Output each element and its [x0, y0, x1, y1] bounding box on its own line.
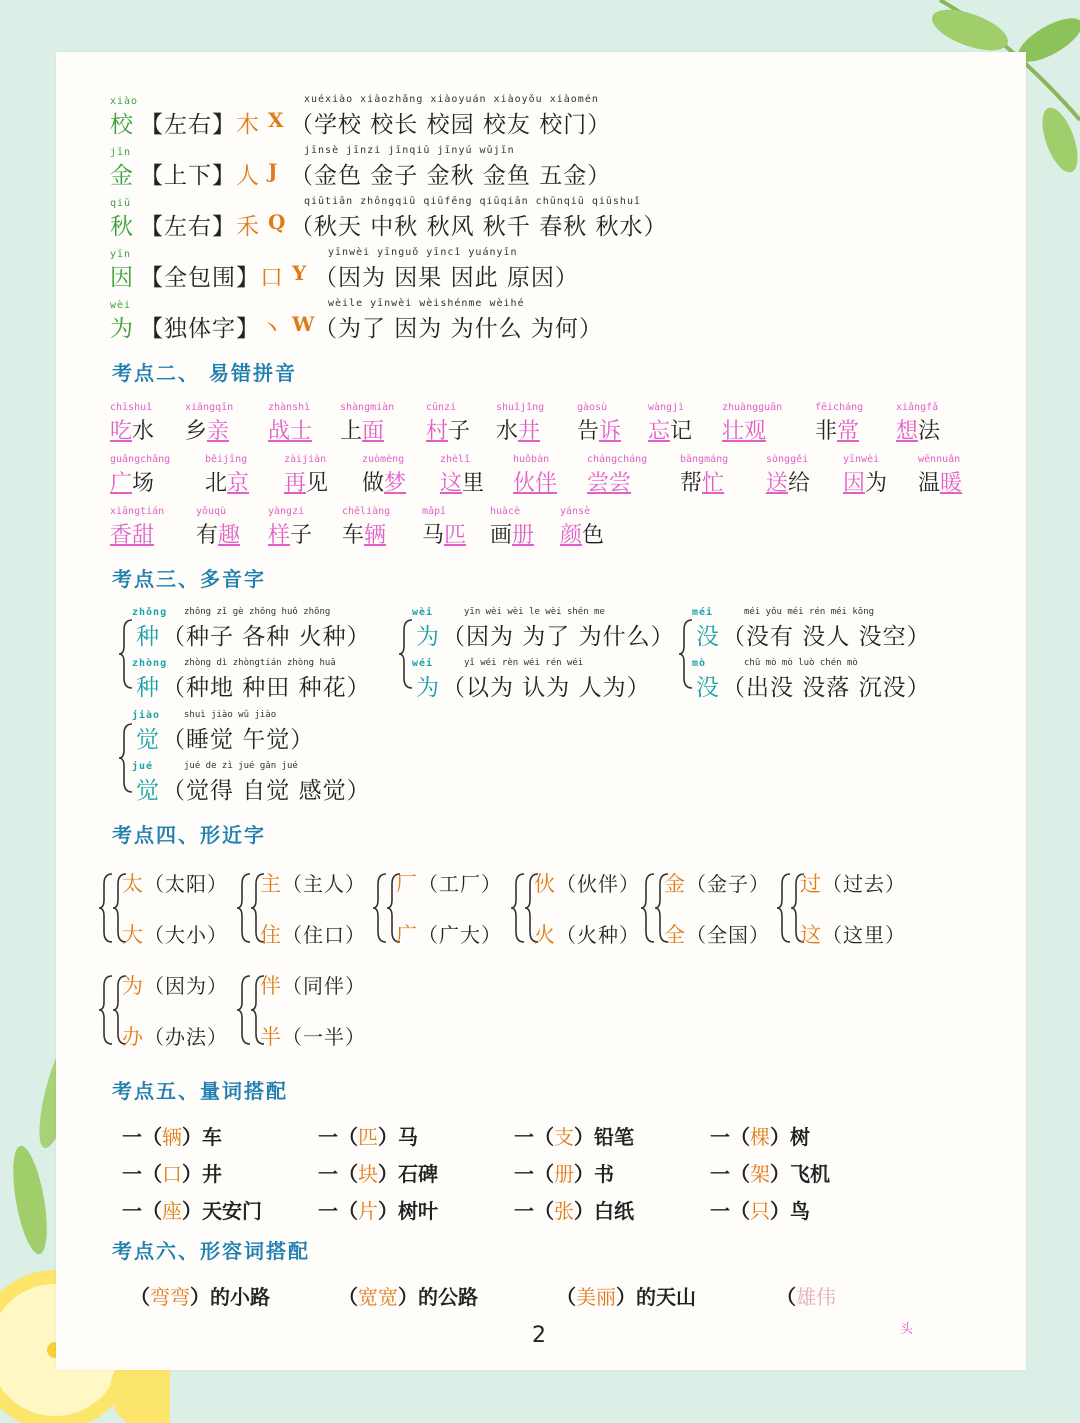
poly-pinyin: méi	[692, 607, 714, 618]
similar-char: 这	[800, 923, 822, 947]
noun: ）鸟	[770, 1199, 810, 1223]
brace-icon	[678, 618, 694, 690]
poly-words: （没有 没人 没空）	[722, 624, 931, 650]
similar-char: 大	[122, 923, 144, 947]
similar-char: 全	[664, 923, 686, 947]
word-pinyin: shàngmiàn	[340, 402, 395, 413]
letter-label: Y	[292, 261, 308, 285]
adjective-answer: 美丽	[576, 1285, 616, 1309]
letter-label: W	[292, 312, 316, 336]
section-heading-5: 考点五、量词搭配	[112, 1079, 288, 1103]
noun: ）马	[378, 1125, 418, 1149]
poly-char: 觉	[136, 727, 160, 753]
similar-char: 金	[664, 872, 686, 896]
adjective-item	[556, 1281, 696, 1310]
char: 马	[422, 523, 445, 548]
words-pinyin: jīnsè jīnzi jīnqiū jīnyú wǔjīn	[304, 145, 515, 156]
measure-answer: 座	[162, 1199, 182, 1223]
main-character: 秋	[110, 214, 134, 240]
char: 京	[227, 471, 250, 496]
measure-word-item	[710, 1121, 810, 1150]
similar-word: （伙伴）	[556, 872, 640, 896]
measure-word-item	[122, 1158, 222, 1187]
measure-answer: 块	[358, 1162, 378, 1186]
radical-label: 禾	[236, 214, 260, 240]
adjective-item	[338, 1281, 478, 1310]
char: 场	[132, 471, 155, 496]
char: 想	[896, 419, 919, 444]
word-pinyin: huàcè	[490, 506, 521, 517]
measure-word-item	[710, 1195, 810, 1224]
poly-words-pinyin: jué de zì jué gǎn jué	[184, 761, 298, 771]
similar-word: （因为）	[144, 974, 228, 998]
poly-words: （觉得 自觉 感觉）	[162, 778, 371, 804]
word-list: （学校 校长 校园 校友 校门）	[290, 112, 612, 138]
char: 北	[205, 471, 228, 496]
poly-char: 没	[696, 675, 720, 701]
similar-word: （主人）	[282, 872, 366, 896]
similar-word: （住口）	[282, 923, 366, 947]
char: 告	[577, 419, 600, 444]
similar-char: 广	[396, 923, 418, 947]
phrase: ）的公路	[398, 1285, 478, 1309]
similar-word: （一半）	[282, 1025, 366, 1049]
word-pinyin: gàosù	[577, 402, 608, 413]
char: 有	[196, 523, 219, 548]
words-pinyin: xuéxiào xiàozhǎng xiàoyuán xiàoyǒu xiàomén	[304, 94, 599, 105]
measure-answer: 片	[358, 1199, 378, 1223]
word-pinyin: zhuàngguān	[722, 402, 783, 413]
paren: （	[556, 1285, 576, 1309]
word-chars	[185, 414, 229, 445]
char: 水	[496, 419, 519, 444]
char: 为	[865, 471, 888, 496]
word-pinyin: cūnzi	[426, 402, 457, 413]
char: 伴	[535, 471, 558, 496]
char: 这	[440, 471, 463, 496]
measure-word-item	[710, 1158, 830, 1187]
measure-word-item	[318, 1121, 418, 1150]
word-list: （因为 因果 因此 原因）	[314, 265, 579, 291]
word-chars	[342, 518, 386, 549]
char-pinyin: qiū	[110, 198, 132, 209]
measure-answer: 只	[750, 1199, 770, 1223]
char: 乡	[185, 419, 208, 444]
char: 井	[518, 419, 541, 444]
measure-answer: 张	[554, 1199, 574, 1223]
word-pinyin: sònggěi	[766, 454, 809, 465]
word-chars	[722, 414, 766, 445]
word-pinyin: zàijiàn	[284, 454, 327, 465]
word-chars	[426, 414, 470, 445]
word-pinyin: chīshuǐ	[110, 402, 153, 413]
measure-answer: 口	[162, 1162, 182, 1186]
word-pinyin: yīnwèi	[843, 454, 880, 465]
phrase: ）的小路	[190, 1285, 270, 1309]
section-heading-2: 考点二、 易错拼音	[112, 361, 297, 385]
structure-label: 【全包围】	[140, 265, 260, 291]
paren: （	[338, 1285, 358, 1309]
similar-char: 半	[260, 1025, 282, 1049]
section-heading-6: 考点六、形容词搭配	[112, 1239, 310, 1263]
word-pinyin: fēicháng	[815, 402, 864, 413]
char: 诉	[599, 419, 622, 444]
char: 子	[448, 419, 471, 444]
poly-pinyin: wéi	[412, 658, 434, 669]
brace-icon	[398, 618, 414, 690]
similar-char: 主	[260, 872, 282, 896]
char: 观	[744, 419, 767, 444]
word-chars	[560, 518, 604, 549]
word-list: （秋天 中秋 秋风 秋千 春秋 秋水）	[290, 214, 668, 240]
word-chars	[918, 466, 962, 497]
measure-word-item	[514, 1121, 634, 1150]
poly-pinyin: wèi	[412, 607, 434, 618]
structure-label: 【左右】	[140, 112, 236, 138]
char: 非	[815, 419, 838, 444]
poly-words-pinyin: yīn wèi wèi le wèi shén me	[464, 607, 605, 617]
section-heading-3: 考点三、多音字	[112, 567, 266, 591]
noun: ）书	[574, 1162, 614, 1186]
char: 因	[843, 471, 866, 496]
poly-words-pinyin: méi yǒu méi rén méi kōng	[744, 607, 875, 617]
word-chars	[577, 414, 621, 445]
char: 忙	[702, 471, 725, 496]
char: 水	[132, 419, 155, 444]
char: 香	[110, 523, 133, 548]
noun: ）天安门	[182, 1199, 262, 1223]
poly-char: 为	[416, 675, 440, 701]
prefix: 一（	[122, 1199, 162, 1223]
word-chars	[490, 518, 534, 549]
radical-label: 木	[236, 112, 260, 138]
similar-char: 伙	[534, 872, 556, 896]
word-chars	[815, 414, 859, 445]
poly-words-pinyin: chū mò mò luò chén mò	[744, 658, 858, 668]
char: 村	[426, 419, 449, 444]
word-chars	[110, 414, 154, 445]
word-pinyin: wēnnuǎn	[918, 454, 961, 465]
word-chars	[513, 466, 557, 497]
char: 伙	[513, 471, 536, 496]
char: 忘	[648, 419, 671, 444]
char: 暖	[940, 471, 963, 496]
char: 色	[582, 523, 605, 548]
char-pinyin: yīn	[110, 249, 132, 260]
char: 样	[268, 523, 291, 548]
page-number: 2	[532, 1323, 546, 1348]
structure-label: 【独体字】	[140, 316, 260, 342]
structure-label: 【左右】	[140, 214, 236, 240]
word-chars	[110, 466, 154, 497]
similar-word: （火种）	[556, 923, 640, 947]
word-chars	[268, 414, 312, 445]
word-pinyin: xiāngtián	[110, 506, 165, 517]
word-chars	[362, 466, 406, 497]
char: 法	[918, 419, 941, 444]
measure-word-item	[318, 1195, 438, 1224]
main-character: 因	[110, 265, 134, 291]
poly-words: （因为 为了 为什么）	[442, 624, 675, 650]
char-pinyin: jīn	[110, 147, 132, 158]
main-character: 金	[110, 163, 134, 189]
measure-answer: 辆	[162, 1125, 182, 1149]
similar-char: 办	[122, 1025, 144, 1049]
words-pinyin: wèile yīnwèi wèishénme wèihé	[328, 298, 525, 309]
adjective-item	[776, 1281, 836, 1310]
adjective-item	[130, 1281, 270, 1310]
word-pinyin: běijīng	[205, 454, 248, 465]
similar-word: （这里）	[822, 923, 906, 947]
similar-char: 厂	[396, 872, 418, 896]
prefix: 一（	[122, 1125, 162, 1149]
word-pinyin: shuǐjǐng	[496, 402, 545, 413]
word-chars	[110, 518, 154, 549]
poly-pinyin: mò	[692, 658, 707, 669]
word-chars	[766, 466, 810, 497]
word-list: （金色 金子 金秋 金鱼 五金）	[290, 163, 612, 189]
words-pinyin: yīnwèi yīnguǒ yīncǐ yuányīn	[328, 247, 518, 258]
poly-char: 没	[696, 624, 720, 650]
prefix: 一（	[318, 1162, 358, 1186]
word-chars	[896, 414, 940, 445]
similar-word: （金子）	[686, 872, 770, 896]
word-pinyin: yǒuqù	[196, 506, 227, 517]
poly-pinyin: jiào	[132, 710, 161, 721]
word-chars	[196, 518, 240, 549]
word-chars	[843, 466, 887, 497]
char: 颜	[560, 523, 583, 548]
letter-label: X	[268, 108, 285, 132]
char: 吃	[110, 419, 133, 444]
main-character: 为	[110, 316, 134, 342]
word-chars	[648, 414, 692, 445]
noun: ）车	[182, 1125, 222, 1149]
measure-answer: 架	[750, 1162, 770, 1186]
structure-label: 【上下】	[140, 163, 236, 189]
measure-answer: 匹	[358, 1125, 378, 1149]
phrase: ）的天山	[616, 1285, 696, 1309]
word-chars	[587, 466, 631, 497]
poly-char: 种	[136, 624, 160, 650]
word-pinyin: bāngmáng	[680, 454, 729, 465]
word-chars	[680, 466, 724, 497]
prefix: 一（	[710, 1125, 750, 1149]
prefix: 一（	[122, 1162, 162, 1186]
word-chars	[284, 466, 328, 497]
similar-char: 为	[122, 974, 144, 998]
char: 辆	[364, 523, 387, 548]
char: 广	[110, 471, 133, 496]
word-chars	[422, 518, 466, 549]
noun: ）白纸	[574, 1199, 634, 1223]
poly-char: 种	[136, 675, 160, 701]
char: 子	[290, 523, 313, 548]
char: 匹	[444, 523, 467, 548]
measure-word-item	[122, 1195, 262, 1224]
char: 画	[490, 523, 513, 548]
similar-word: （广大）	[418, 923, 502, 947]
word-chars	[268, 518, 312, 549]
noun: ）石碑	[378, 1162, 438, 1186]
char: 见	[306, 471, 329, 496]
measure-word-item	[318, 1158, 438, 1187]
char-pinyin: xiào	[110, 96, 139, 107]
similar-word: （太阳）	[144, 872, 228, 896]
adjective-answer: 宽宽	[358, 1285, 398, 1309]
words-pinyin: qiūtiān zhōngqiū qiūfēng qiūqiān chūnqiū qiūshuǐ	[304, 196, 641, 207]
prefix: 一（	[514, 1125, 554, 1149]
similar-char: 住	[260, 923, 282, 947]
prefix: 一（	[710, 1162, 750, 1186]
char: 趣	[218, 523, 241, 548]
word-pinyin: zhànshì	[268, 402, 311, 413]
section-heading-4: 考点四、形近字	[112, 823, 266, 847]
word-pinyin: chēliàng	[342, 506, 391, 517]
poly-words-pinyin: shuì jiào wǔ jiào	[184, 710, 277, 720]
char: 尝	[587, 471, 610, 496]
word-pinyin: zuòmèng	[362, 454, 405, 465]
paren: （	[776, 1285, 796, 1309]
char: 给	[788, 471, 811, 496]
word-pinyin: xiāngqīn	[185, 402, 234, 413]
char: 面	[362, 419, 385, 444]
similar-word: （大小）	[144, 923, 228, 947]
prefix: 一（	[514, 1162, 554, 1186]
char: 士	[290, 419, 313, 444]
char: 里	[462, 471, 485, 496]
poly-words: （出没 没落 沉没）	[722, 675, 931, 701]
char: 送	[766, 471, 789, 496]
noun: ）井	[182, 1162, 222, 1186]
char: 壮	[722, 419, 745, 444]
radical-label: 口	[260, 265, 284, 291]
word-pinyin: yánsè	[560, 506, 591, 517]
char: 战	[268, 419, 291, 444]
poly-pinyin: jué	[132, 761, 154, 772]
word-pinyin: guǎngchǎng	[110, 454, 171, 465]
word-chars	[440, 466, 484, 497]
similar-char: 火	[534, 923, 556, 947]
word-pinyin: zhèlǐ	[440, 454, 471, 465]
noun: ）铅笔	[574, 1125, 634, 1149]
similar-char: 太	[122, 872, 144, 896]
char: 做	[362, 471, 385, 496]
similar-word: （办法）	[144, 1025, 228, 1049]
prefix: 一（	[514, 1199, 554, 1223]
similar-word: （同伴）	[282, 974, 366, 998]
word-pinyin: mǎpǐ	[422, 506, 447, 517]
prefix: 一（	[318, 1125, 358, 1149]
similar-word: （过去）	[822, 872, 906, 896]
poly-char: 觉	[136, 778, 160, 804]
poly-char: 为	[416, 624, 440, 650]
char: 亲	[207, 419, 230, 444]
word-pinyin: huǒbàn	[513, 454, 550, 465]
noun: ）飞机	[770, 1162, 830, 1186]
char: 记	[670, 419, 693, 444]
char-pinyin: wèi	[110, 300, 132, 311]
measure-word-item	[514, 1158, 614, 1187]
brace-icon	[118, 618, 134, 690]
poly-pinyin: zhǒng	[132, 607, 168, 618]
word-pinyin: xiǎngfǎ	[896, 402, 939, 413]
char: 温	[918, 471, 941, 496]
similar-word: （全国）	[686, 923, 770, 947]
adjective-answer: 弯弯	[150, 1285, 190, 1309]
poly-words-pinyin: yǐ wéi rèn wéi rén wéi	[464, 658, 584, 668]
measure-word-item	[122, 1121, 222, 1150]
char: 册	[512, 523, 535, 548]
similar-word: （工厂）	[418, 872, 502, 896]
adjective-answer: 雄伟	[796, 1285, 836, 1309]
word-pinyin: wàngjì	[648, 402, 685, 413]
poly-pinyin: zhòng	[132, 658, 168, 669]
main-character: 校	[110, 112, 134, 138]
char: 车	[342, 523, 365, 548]
char: 尝	[609, 471, 632, 496]
prefix: 一（	[710, 1199, 750, 1223]
poly-words: （睡觉 午觉）	[162, 727, 315, 753]
measure-answer: 册	[554, 1162, 574, 1186]
brace-icon	[118, 722, 134, 794]
char: 上	[340, 419, 363, 444]
noun: ）树叶	[378, 1199, 438, 1223]
letter-label: J	[268, 159, 279, 183]
char: 梦	[384, 471, 407, 496]
char: 再	[284, 471, 307, 496]
radical-label: 人	[236, 163, 260, 189]
poly-words: （种地 种田 种花）	[162, 675, 371, 701]
poly-words-pinyin: zhòng dì zhòngtián zhòng huā	[184, 658, 336, 668]
poly-words-pinyin: zhǒng zǐ gè zhǒng huǒ zhǒng	[184, 607, 331, 617]
word-pinyin: chángcháng	[587, 454, 648, 465]
radical-label: 丶	[260, 316, 284, 342]
measure-answer: 支	[554, 1125, 574, 1149]
poly-words: （种子 各种 火种）	[162, 624, 371, 650]
noun: ）树	[770, 1125, 810, 1149]
word-chars	[496, 414, 540, 445]
measure-answer: 棵	[750, 1125, 770, 1149]
char: 甜	[132, 523, 155, 548]
poly-words: （以为 认为 人为）	[442, 675, 651, 701]
prefix: 一（	[318, 1199, 358, 1223]
word-pinyin: yàngzi	[268, 506, 305, 517]
measure-word-item	[514, 1195, 634, 1224]
watermark-text: 头	[900, 1322, 914, 1337]
word-chars	[340, 414, 384, 445]
letter-label: Q	[268, 210, 287, 234]
paren: （	[130, 1285, 150, 1309]
word-chars	[205, 466, 249, 497]
char: 帮	[680, 471, 703, 496]
word-list: （为了 因为 为什么 为何）	[314, 316, 603, 342]
char: 常	[837, 419, 860, 444]
similar-char: 伴	[260, 974, 282, 998]
similar-char: 过	[800, 872, 822, 896]
